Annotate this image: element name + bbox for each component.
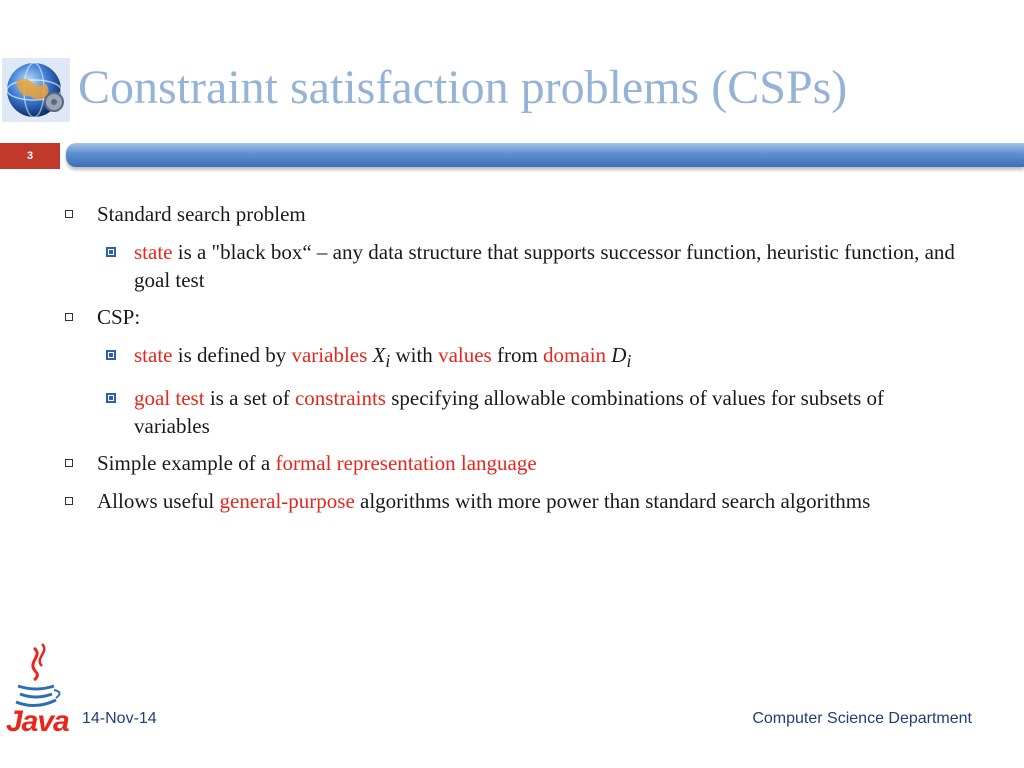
- highlight-term: values: [438, 343, 492, 367]
- title-divider-bar: [66, 143, 1024, 167]
- math-subscript: i: [626, 351, 632, 372]
- bullet-text: from: [491, 343, 544, 367]
- math-symbol: X: [372, 343, 386, 367]
- bullet-csp: [62, 303, 962, 331]
- footer-department: Computer Science Department: [752, 710, 972, 727]
- filled-square-bullet-icon: [106, 350, 116, 360]
- hollow-square-bullet-icon: [65, 459, 73, 467]
- math-symbol: D: [611, 343, 627, 367]
- bullet-text: is a "black box“ – any data structure that supports successor function, heuristic function, and goal test: [134, 240, 955, 292]
- highlight-term: goal test: [134, 386, 205, 411]
- filled-square-bullet-icon: [106, 247, 116, 257]
- footer-date: 14-Nov-14: [82, 710, 157, 727]
- bullet-general-purpose: [62, 487, 962, 515]
- hollow-square-bullet-icon: [65, 210, 73, 218]
- highlight-term: formal representation language: [275, 451, 537, 476]
- highlight-term: general-purpose: [219, 489, 355, 514]
- subbullet-state-black-box: [62, 238, 962, 294]
- highlight-term: variables: [291, 343, 368, 367]
- filled-square-bullet-icon: [106, 393, 116, 403]
- globe-logo-icon: [2, 58, 70, 122]
- bullet-text: Simple example of a: [97, 451, 276, 476]
- java-logo-label: Java: [6, 705, 69, 738]
- bullet-text: with: [390, 343, 439, 367]
- slide-number: 3: [0, 143, 60, 169]
- subbullet-goal-test: [62, 384, 962, 440]
- slide-title: Constraint satisfaction problems (CSPs): [78, 61, 848, 114]
- subbullet-state-definition: [62, 341, 962, 375]
- hollow-square-bullet-icon: [65, 497, 73, 505]
- highlight-term: state: [134, 343, 173, 367]
- bullet-text: CSP:: [97, 305, 141, 329]
- bullet-text: specifying allowable combinations of values for subsets of variables: [134, 386, 885, 439]
- bullet-list: [62, 200, 962, 525]
- bullet-text: algorithms with more power than standard search algorithms: [354, 489, 871, 514]
- highlight-term: constraints: [294, 386, 386, 411]
- bullet-text: is a set of: [204, 386, 295, 411]
- bullet-text: is defined by: [172, 343, 292, 367]
- hollow-square-bullet-icon: [65, 313, 73, 321]
- math-subscript: i: [385, 351, 391, 372]
- bullet-text: Allows useful: [97, 489, 220, 514]
- highlight-term: state: [134, 240, 173, 264]
- bullet-text: Standard search problem: [97, 202, 306, 226]
- bullet-simple-example: [62, 449, 962, 477]
- highlight-term: domain: [543, 343, 607, 367]
- bullet-standard-search: [62, 200, 962, 228]
